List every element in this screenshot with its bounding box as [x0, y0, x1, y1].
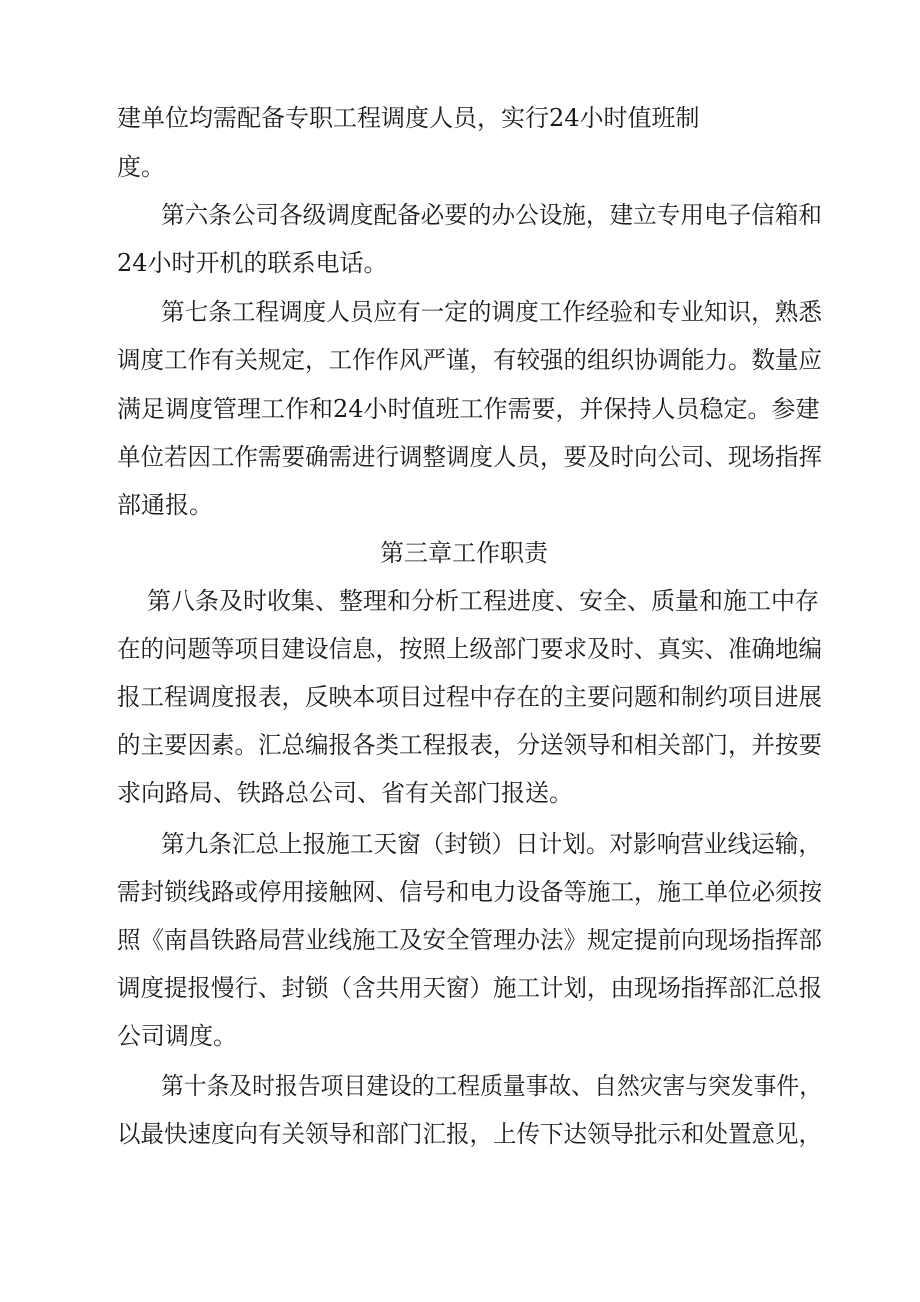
- text-line: 第六条公司各级调度配备必要的办公设施，建立专用电子信箱和: [161, 201, 822, 229]
- text-line: 的主要因素。汇总编报各类工程报表，分送领导和相关部门，并按要: [117, 731, 823, 759]
- text-line: 调度工作有关规定，工作作风严谨，有较强的组织协调能力。数量应: [117, 346, 823, 374]
- text-line: 24小时开机的联系电话。: [117, 249, 388, 277]
- text-line: 第十条及时报告项目建设的工程质量事故、自然灾害与突发事件，: [161, 1072, 822, 1100]
- text-line: 公司调度。: [117, 1022, 237, 1050]
- text-line: 照《南昌铁路局营业线施工及安全管理办法》规定提前向现场指挥部: [117, 926, 823, 954]
- text-line: 在的问题等项目建设信息，按照上级部门要求及时、真实、准确地编: [117, 635, 823, 663]
- text-line: 需封锁线路或停用接触网、信号和电力设备等施工，施工单位必须按: [117, 878, 823, 906]
- text-line: 调度提报慢行、封锁（含共用天窗）施工计划，由现场指挥部汇总报: [117, 974, 823, 1002]
- text-line: 部通报。: [117, 491, 213, 519]
- chapter-heading: 第三章工作职责: [380, 539, 548, 567]
- text-line: 度。: [117, 153, 165, 181]
- text-line: 满足调度管理工作和24小时值班工作需要，并保持人员稳定。参建: [117, 395, 820, 423]
- text-line: 第八条及时收集、整理和分析工程进度、安全、质量和施工中存: [147, 587, 819, 615]
- text-line: 单位若因工作需要确需进行调整调度人员，要及时向公司、现场指挥: [117, 443, 823, 471]
- text-line: 以最快速度向有关领导和部门汇报，上传下达领导批示和处置意见，: [117, 1120, 823, 1148]
- text-line: 求向路局、铁路总公司、省有关部门报送。: [117, 779, 573, 807]
- text-line: 第七条工程调度人员应有一定的调度工作经验和专业知识，熟悉: [161, 298, 822, 326]
- text-line: 第九条汇总上报施工天窗（封锁）日计划。对影响营业线运输，: [161, 830, 822, 858]
- text-line: 报工程调度报表，反映本项目过程中存在的主要问题和制约项目进展: [117, 683, 823, 711]
- text-line: 建单位均需配备专职工程调度人员，实行24小时值班制: [117, 104, 700, 132]
